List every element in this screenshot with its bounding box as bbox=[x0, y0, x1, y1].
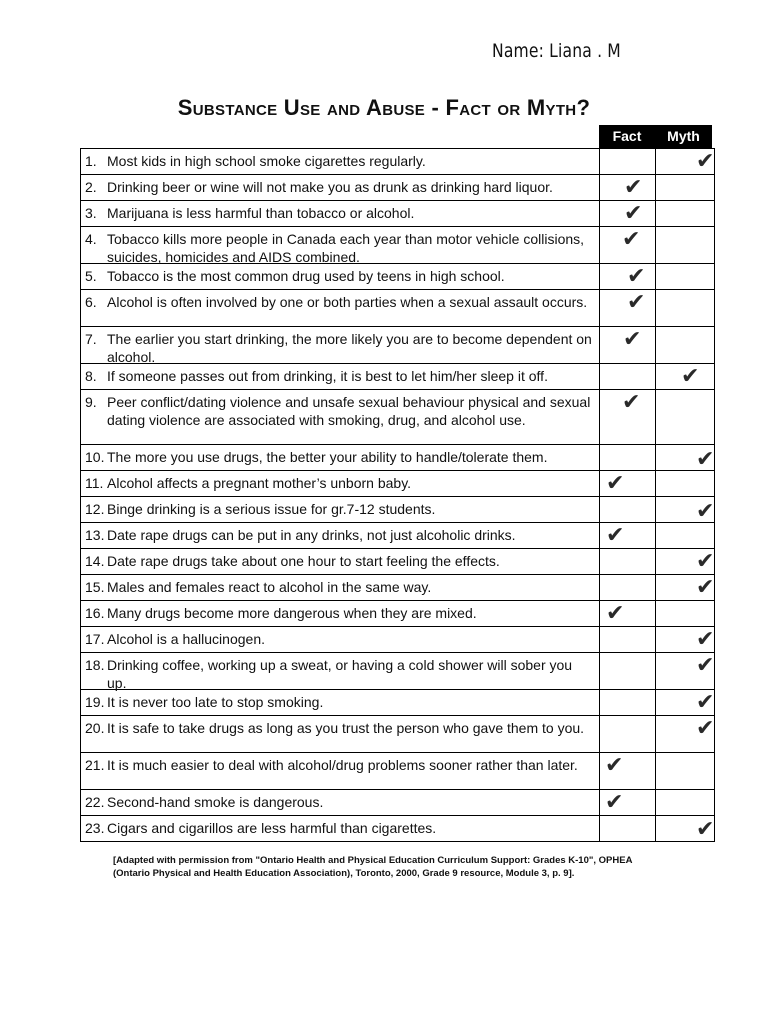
fact-cell[interactable] bbox=[600, 816, 656, 841]
fact-cell[interactable] bbox=[600, 790, 656, 815]
statement-cell bbox=[81, 227, 600, 263]
table-row bbox=[81, 227, 714, 264]
table-row bbox=[81, 575, 714, 601]
table-row bbox=[81, 390, 714, 445]
myth-cell[interactable] bbox=[656, 327, 712, 363]
checkmark-icon: ✔ bbox=[627, 290, 646, 315]
fact-cell[interactable] bbox=[600, 445, 656, 470]
statement-cell bbox=[81, 690, 600, 715]
myth-cell[interactable] bbox=[656, 390, 712, 444]
table-row bbox=[81, 264, 714, 290]
fact-cell[interactable] bbox=[600, 549, 656, 574]
statement-text: Most kids in high school smoke cigarettes regularly. bbox=[107, 153, 426, 169]
myth-cell[interactable] bbox=[656, 753, 712, 789]
statement-text: It is safe to take drugs as long as you trust the person who gave them to you. bbox=[107, 720, 585, 736]
table-row bbox=[81, 523, 714, 549]
fact-cell[interactable] bbox=[600, 523, 656, 548]
checkmark-icon: ✔ bbox=[696, 817, 715, 842]
statement-text: Peer conflict/dating violence and unsafe sexual behaviour physical and sexual dating violence are associated with smoking, drug, and alcohol use. bbox=[107, 394, 591, 428]
checkmark-icon: ✔ bbox=[624, 201, 643, 226]
statement-cell bbox=[81, 716, 600, 752]
checkmark-icon: ✔ bbox=[696, 716, 715, 741]
statement-cell bbox=[81, 149, 600, 174]
table-row bbox=[81, 471, 714, 497]
checkmark-icon: ✔ bbox=[696, 499, 715, 524]
myth-cell[interactable] bbox=[656, 264, 712, 289]
table-row bbox=[81, 753, 714, 790]
statement-cell bbox=[81, 264, 600, 289]
statement-number: 4. bbox=[85, 231, 97, 247]
checkmark-icon: ✔ bbox=[606, 523, 625, 548]
checkmark-icon: ✔ bbox=[622, 227, 641, 252]
statement-text: Date rape drugs can be put in any drinks, not just alcoholic drinks. bbox=[107, 527, 516, 543]
statement-cell bbox=[81, 175, 600, 200]
fact-cell[interactable] bbox=[600, 653, 656, 689]
table-row bbox=[81, 653, 714, 690]
statement-cell bbox=[81, 327, 600, 363]
statement-cell bbox=[81, 575, 600, 600]
statement-text: Drinking coffee, working up a sweat, or having a cold shower will sober you up. bbox=[107, 657, 573, 691]
statement-number: 7. bbox=[85, 331, 97, 347]
fact-cell[interactable] bbox=[600, 175, 656, 200]
statement-number: 8. bbox=[85, 368, 97, 384]
statement-text: If someone passes out from drinking, it is best to let him/her sleep it off. bbox=[107, 368, 548, 384]
page-title: Substance Use and Abuse - Fact or Myth? bbox=[177, 95, 591, 120]
statement-number: 15. bbox=[85, 579, 105, 595]
statement-number: 16. bbox=[85, 605, 105, 621]
table-row bbox=[81, 149, 714, 175]
fact-cell[interactable] bbox=[600, 390, 656, 444]
myth-cell[interactable] bbox=[656, 816, 715, 842]
statement-text: Alcohol is a hallucinogen. bbox=[107, 631, 265, 647]
fact-cell[interactable] bbox=[600, 327, 656, 363]
statement-number: 17. bbox=[85, 631, 105, 647]
credit-line-1: [Adapted with permission from "Ontario Health and Physical Education Curriculum Support: Grades K-10", OPHEA bbox=[113, 855, 633, 866]
table-row bbox=[81, 716, 714, 753]
statement-number: 20. bbox=[85, 720, 105, 736]
checkmark-icon: ✔ bbox=[605, 753, 624, 778]
checkmark-icon: ✔ bbox=[696, 690, 715, 715]
statement-cell bbox=[81, 601, 600, 626]
fact-cell[interactable] bbox=[600, 364, 656, 389]
student-name: Name: Liana . M bbox=[492, 40, 621, 62]
statement-number: 10. bbox=[85, 449, 105, 465]
statement-number: 9. bbox=[85, 394, 97, 410]
credit-line-2: (Ontario Physical and Health Education Association), Toronto, 2000, Grade 9 resource, Module 3, p. 9]. bbox=[113, 868, 575, 879]
fact-cell[interactable] bbox=[600, 290, 656, 326]
myth-cell[interactable] bbox=[656, 290, 712, 326]
statement-text: Binge drinking is a serious issue for gr.7-12 students. bbox=[107, 501, 436, 517]
table-row bbox=[81, 327, 714, 364]
fact-cell[interactable] bbox=[600, 575, 656, 600]
table-row bbox=[81, 690, 714, 716]
myth-cell[interactable] bbox=[656, 471, 712, 496]
checkmark-icon: ✔ bbox=[623, 327, 642, 352]
myth-cell[interactable] bbox=[656, 575, 715, 600]
source-credit bbox=[113, 854, 713, 880]
statement-text: It is much easier to deal with alcohol/drug problems sooner rather than later. bbox=[107, 757, 578, 773]
fact-cell[interactable] bbox=[600, 627, 656, 652]
statement-number: 13. bbox=[85, 527, 105, 543]
checkmark-icon: ✔ bbox=[696, 447, 715, 472]
fact-cell[interactable] bbox=[600, 201, 656, 226]
statement-text: Tobacco is the most common drug used by teens in high school. bbox=[107, 268, 505, 284]
statement-number: 3. bbox=[85, 205, 97, 221]
table-row bbox=[81, 497, 714, 523]
table-row bbox=[81, 790, 714, 816]
myth-cell[interactable] bbox=[656, 227, 712, 263]
statement-cell bbox=[81, 445, 600, 470]
statement-text: Alcohol affects a pregnant mother’s unborn baby. bbox=[107, 475, 412, 491]
statement-number: 1. bbox=[85, 153, 97, 169]
statement-number: 23. bbox=[85, 820, 105, 836]
fact-cell[interactable] bbox=[600, 716, 656, 752]
statement-number: 22. bbox=[85, 794, 105, 810]
statement-number: 21. bbox=[85, 757, 105, 773]
table-row bbox=[81, 290, 714, 327]
statement-text: It is never too late to stop smoking. bbox=[107, 694, 324, 710]
myth-cell[interactable] bbox=[656, 716, 715, 752]
myth-cell[interactable] bbox=[656, 790, 712, 815]
statement-text: Marijuana is less harmful than tobacco or alcohol. bbox=[107, 205, 415, 221]
fact-cell[interactable] bbox=[600, 264, 656, 289]
statement-number: 2. bbox=[85, 179, 97, 195]
fact-cell[interactable] bbox=[600, 227, 656, 263]
statement-cell bbox=[81, 290, 600, 326]
statement-text: Drinking beer or wine will not make you as drunk as drinking hard liquor. bbox=[107, 179, 553, 195]
checkmark-icon: ✔ bbox=[605, 790, 624, 815]
statement-cell bbox=[81, 753, 600, 789]
statement-text: The more you use drugs, the better your ability to handle/tolerate them. bbox=[107, 449, 548, 465]
statement-text: Tobacco kills more people in Canada each year than motor vehicle collisions, suicides, homicides and AIDS combined. bbox=[107, 231, 585, 265]
myth-cell[interactable] bbox=[656, 175, 712, 200]
table-row bbox=[81, 201, 714, 227]
table-row bbox=[81, 816, 714, 842]
myth-cell[interactable] bbox=[656, 497, 715, 524]
statement-number: 12. bbox=[85, 501, 105, 517]
statement-text: Second-hand smoke is dangerous. bbox=[107, 794, 324, 810]
statement-text: Many drugs become more dangerous when they are mixed. bbox=[107, 605, 477, 621]
fact-cell[interactable] bbox=[600, 753, 656, 789]
statement-cell bbox=[81, 471, 600, 496]
table-row bbox=[81, 175, 714, 201]
fact-cell[interactable] bbox=[600, 471, 656, 496]
myth-cell[interactable] bbox=[656, 549, 715, 574]
myth-cell[interactable] bbox=[656, 149, 715, 174]
myth-column-header: Myth bbox=[655, 125, 712, 148]
fact-cell[interactable] bbox=[600, 497, 656, 522]
fact-column-header: Fact bbox=[599, 125, 655, 148]
myth-cell[interactable] bbox=[656, 445, 715, 472]
checkmark-icon: ✔ bbox=[696, 627, 715, 652]
myth-cell[interactable] bbox=[656, 627, 715, 652]
statement-number: 19. bbox=[85, 694, 105, 710]
statement-number: 18. bbox=[85, 657, 105, 673]
statement-cell bbox=[81, 201, 600, 226]
fact-cell[interactable] bbox=[600, 690, 656, 715]
checkmark-icon: ✔ bbox=[696, 653, 715, 678]
statement-text: Date rape drugs take about one hour to start feeling the effects. bbox=[107, 553, 500, 569]
statement-cell bbox=[81, 790, 600, 815]
table-row bbox=[81, 627, 714, 653]
statement-number: 14. bbox=[85, 553, 105, 569]
statement-cell bbox=[81, 653, 600, 689]
checkmark-icon: ✔ bbox=[696, 575, 715, 600]
statement-cell bbox=[81, 523, 600, 548]
fact-myth-table bbox=[80, 148, 715, 842]
statement-number: 6. bbox=[85, 294, 97, 310]
checkmark-icon: ✔ bbox=[696, 149, 715, 174]
checkmark-icon: ✔ bbox=[627, 264, 646, 289]
table-row bbox=[81, 445, 714, 471]
myth-cell[interactable] bbox=[656, 690, 715, 715]
statement-cell bbox=[81, 816, 600, 841]
checkmark-icon: ✔ bbox=[681, 364, 700, 389]
statement-cell bbox=[81, 549, 600, 574]
statement-cell bbox=[81, 364, 600, 389]
statement-text: The earlier you start drinking, the more likely you are to become dependent on alcohol. bbox=[107, 331, 592, 365]
table-row bbox=[81, 364, 714, 390]
checkmark-icon: ✔ bbox=[606, 471, 625, 496]
statement-number: 11. bbox=[85, 475, 104, 491]
fact-cell[interactable] bbox=[600, 601, 656, 626]
myth-cell[interactable] bbox=[656, 653, 715, 689]
myth-cell[interactable] bbox=[656, 201, 712, 226]
checkmark-icon: ✔ bbox=[696, 549, 715, 574]
myth-cell[interactable] bbox=[656, 523, 712, 548]
fact-cell[interactable] bbox=[600, 149, 656, 174]
table-row bbox=[81, 549, 714, 575]
table-row bbox=[81, 601, 714, 627]
checkmark-icon: ✔ bbox=[606, 601, 625, 626]
statement-text: Males and females react to alcohol in the same way. bbox=[107, 579, 432, 595]
checkmark-icon: ✔ bbox=[624, 175, 643, 200]
statement-cell bbox=[81, 497, 600, 522]
myth-cell[interactable] bbox=[656, 364, 712, 389]
statement-cell bbox=[81, 390, 600, 444]
statement-number: 5. bbox=[85, 268, 97, 284]
statement-text: Alcohol is often involved by one or both parties when a sexual assault occurs. bbox=[107, 294, 588, 310]
myth-cell[interactable] bbox=[656, 601, 712, 626]
statement-text: Cigars and cigarillos are less harmful than cigarettes. bbox=[107, 820, 437, 836]
checkmark-icon: ✔ bbox=[622, 390, 641, 415]
statement-cell bbox=[81, 627, 600, 652]
